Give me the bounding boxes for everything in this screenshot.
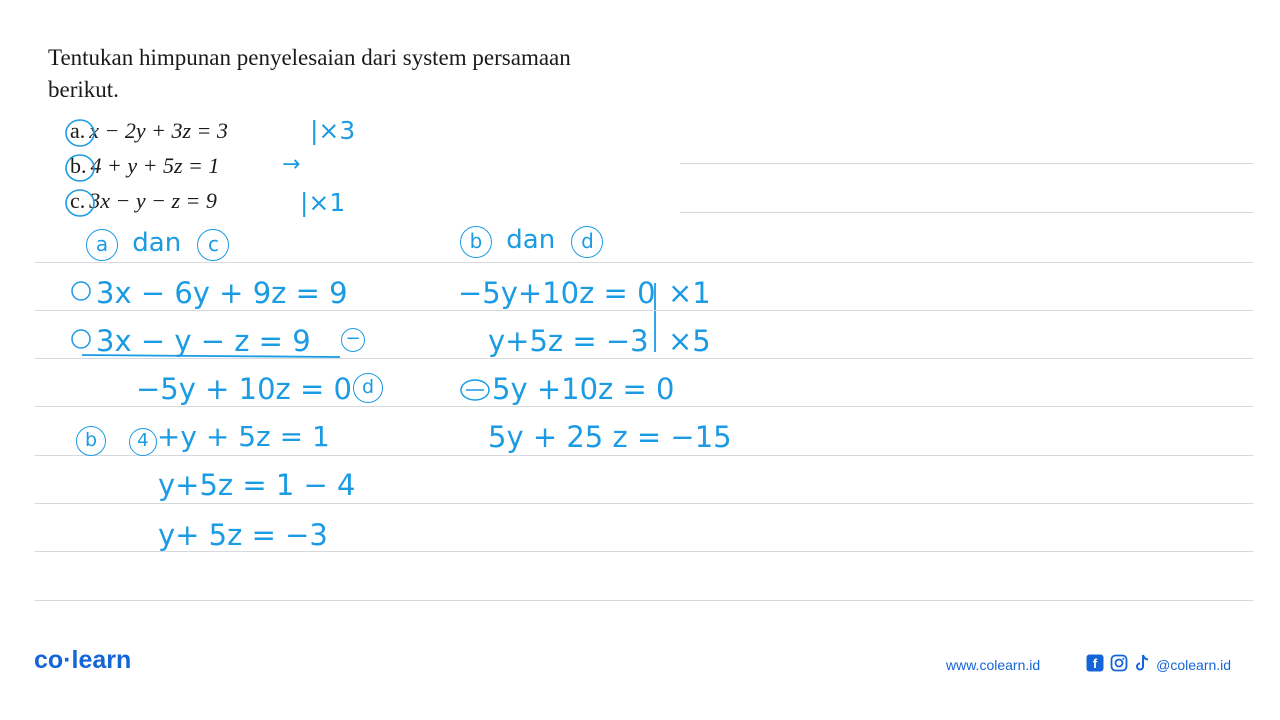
heading-circle-c: c	[197, 229, 229, 261]
rule-line	[35, 262, 1253, 263]
rule-line	[35, 406, 1253, 407]
work-right-row3: 5y +10z = 0	[492, 372, 675, 406]
equation-expr-c: 3x − y − z = 9	[89, 188, 217, 213]
work-right-row4: 5y + 25 z = −15	[488, 420, 732, 454]
work-right-row2-mult: ×5	[668, 324, 711, 358]
result-tag-circle: d	[353, 373, 383, 403]
work-left-heading	[86, 228, 229, 261]
social-icons	[1086, 654, 1231, 675]
work-left-row2-sign	[341, 325, 365, 352]
work-left-b-row	[76, 420, 330, 456]
work-left-result-tag	[353, 373, 383, 403]
heading-circle-b: b	[460, 226, 492, 258]
equation-label-b: b.	[70, 153, 87, 178]
question-line-2: berikut.	[48, 77, 119, 102]
work-right-row2: y+5z = −3	[488, 324, 649, 358]
circle-label-a	[66, 120, 94, 146]
b-circle: b	[76, 426, 106, 456]
rule-line	[680, 212, 1253, 213]
logo-learn: learn	[71, 646, 132, 674]
minus-circle-left: −	[341, 328, 365, 352]
work-right-row1: −5y+10z = 0	[458, 276, 656, 310]
work-left-row1: 3x − 6y + 9z = 9	[96, 276, 348, 310]
heading-circle-d: d	[571, 226, 603, 258]
rule-line	[35, 600, 1253, 601]
heading-dan-left: dan	[132, 228, 182, 258]
rule-line	[680, 163, 1253, 164]
equation-expr-b: 4 + y + 5z = 1	[90, 153, 220, 178]
svg-text:f: f	[1092, 656, 1098, 671]
rule-line	[35, 310, 1253, 311]
footer-contact	[946, 654, 1231, 675]
four-circle: 4	[129, 428, 157, 456]
circle-label-b	[66, 155, 94, 181]
note-arrow: →	[282, 152, 301, 177]
heading-circle-a: a	[86, 229, 118, 261]
heading-dan-right: dan	[506, 225, 556, 255]
plus-circle-2	[72, 330, 90, 348]
b-expr: +y + 5z = 1	[156, 420, 330, 453]
equation-expr-a: x − 2y + 3z = 3	[89, 118, 228, 143]
instagram-icon[interactable]	[1110, 654, 1128, 675]
circle-label-c	[66, 190, 94, 216]
equation-label-a: a.	[70, 118, 86, 143]
colearn-logo	[34, 646, 131, 675]
social-handle[interactable]: @colearn.id	[1156, 656, 1232, 673]
work-left-step2: y+5z = 1 − 4	[158, 468, 356, 502]
work-left-row2: 3x − y − z = 9	[96, 324, 311, 358]
rule-line	[35, 358, 1253, 359]
work-left-step3: y+ 5z = −3	[158, 518, 328, 552]
tiktok-icon[interactable]	[1134, 654, 1150, 675]
website-link[interactable]: www.colearn.id	[946, 656, 1041, 673]
question-line-1: Tentukan himpunan penyelesaian dari system persamaan	[48, 45, 571, 70]
plus-circle-1	[72, 282, 90, 300]
work-left-result: −5y + 10z = 0	[136, 372, 352, 406]
note-times-1: |×1	[300, 188, 346, 217]
work-right-heading	[460, 225, 603, 258]
work-right-row1-mult: ×1	[668, 276, 711, 310]
rule-line	[35, 503, 1253, 504]
facebook-icon[interactable]	[1086, 654, 1104, 675]
logo-dot: ·	[63, 646, 72, 674]
logo-co: co	[34, 646, 64, 674]
note-times-3: |×3	[310, 116, 356, 145]
equation-label-c: c.	[70, 188, 86, 213]
